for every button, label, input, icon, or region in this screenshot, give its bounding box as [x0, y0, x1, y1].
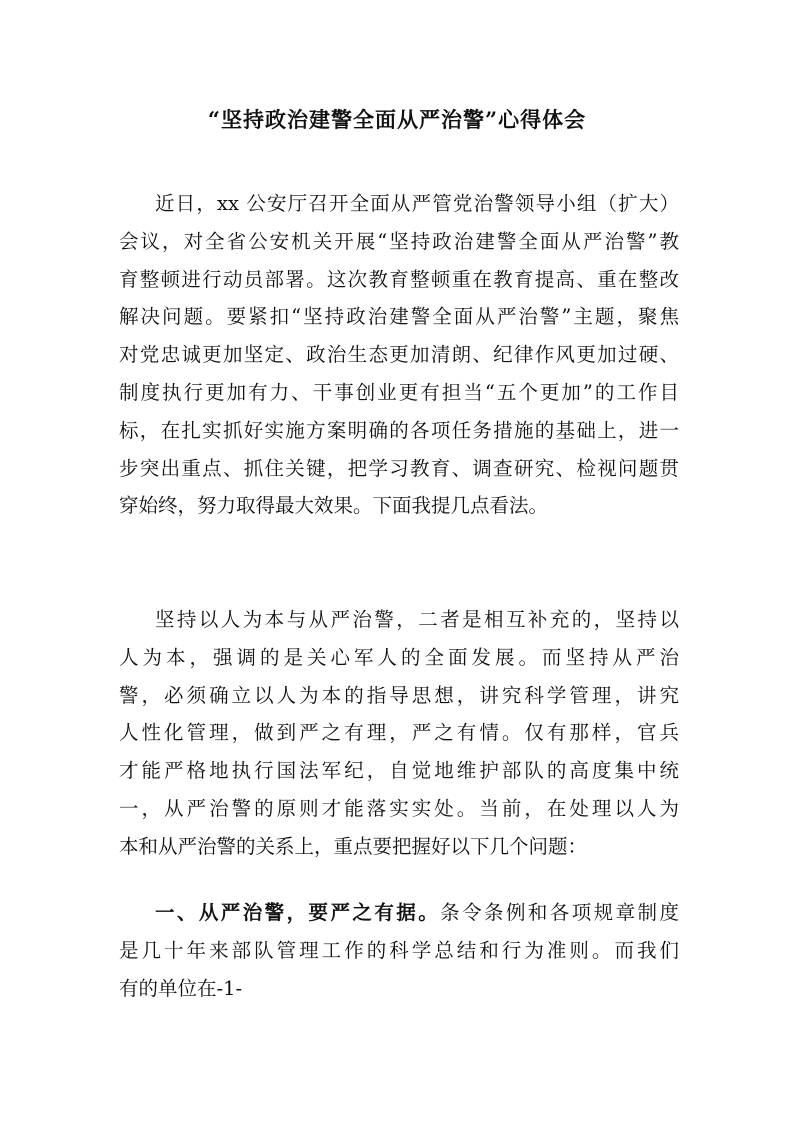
paragraph-line: 会议，对全省公安机关开展“坚持政治建警全面从严治警”教 [119, 229, 679, 253]
paragraph-text: 条令条例和各项规章制度 [440, 901, 679, 924]
paragraph-line: 是几十年来部队管理工作的科学总结和行为准则。而我们 [119, 938, 679, 962]
paragraph-line: 警，必须确立以人为本的指导思想，讲究科学管理，讲究 [119, 683, 679, 707]
paragraph-line [119, 894, 679, 932]
document-title: “坚持政治建警全面从严治警”心得体会 [207, 107, 587, 132]
paragraph-line: 一，从严治警的原则才能落实实处。当前，在处理以人为 [119, 796, 679, 820]
paragraph-line: 步突出重点、抓住关键，把学习教育、调查研究、检视问题贯 [119, 456, 679, 480]
paragraph-intro [119, 185, 679, 525]
paragraph-line: 本和从严治警的关系上，重点要把握好以下几个问题： [119, 834, 588, 858]
paragraph-line: 解决问题。要紧扣“坚持政治建警全面从严治警”主题，聚焦 [119, 305, 679, 329]
paragraph-line: 有的单位在-1- [119, 976, 243, 1000]
paragraph-line: 近日，xx 公安厅召开全面从严管党治警领导小组（扩大） [155, 192, 679, 215]
paragraph-line: 对党忠诚更加坚定、政治生态更加清朗、纪律作风更加过硬、 [119, 343, 679, 367]
paragraph-line: 穿始终，努力取得最大效果。下面我提几点看法。 [119, 494, 549, 518]
paragraph-line: 才能严格地执行国法军纪，自觉地维护部队的高度集中统 [119, 759, 679, 783]
paragraph-line: 育整顿进行动员部署。这次教育整顿重在教育提高、重在整改 [119, 267, 679, 291]
paragraph-line: 制度执行更加有力、干事创业更有担当“五个更加”的工作目 [119, 380, 679, 404]
paragraph-point-one [119, 894, 679, 1007]
paragraph-line: 标，在扎实抓好实施方案明确的各项任务措施的基础上，进一 [119, 418, 679, 442]
section-heading: 一、从严治警，要严之有据。 [155, 901, 441, 924]
paragraph-line: 人性化管理，做到严之有理，严之有情。仅有那样，官兵 [119, 721, 679, 745]
paragraph-line: 坚持以人为本与从严治警，二者是相互补充的，坚持以 [155, 608, 679, 631]
paragraph-people-oriented [119, 601, 679, 866]
paragraph-line: 人为本，强调的是关心军人的全面发展。而坚持从严治 [119, 645, 679, 669]
